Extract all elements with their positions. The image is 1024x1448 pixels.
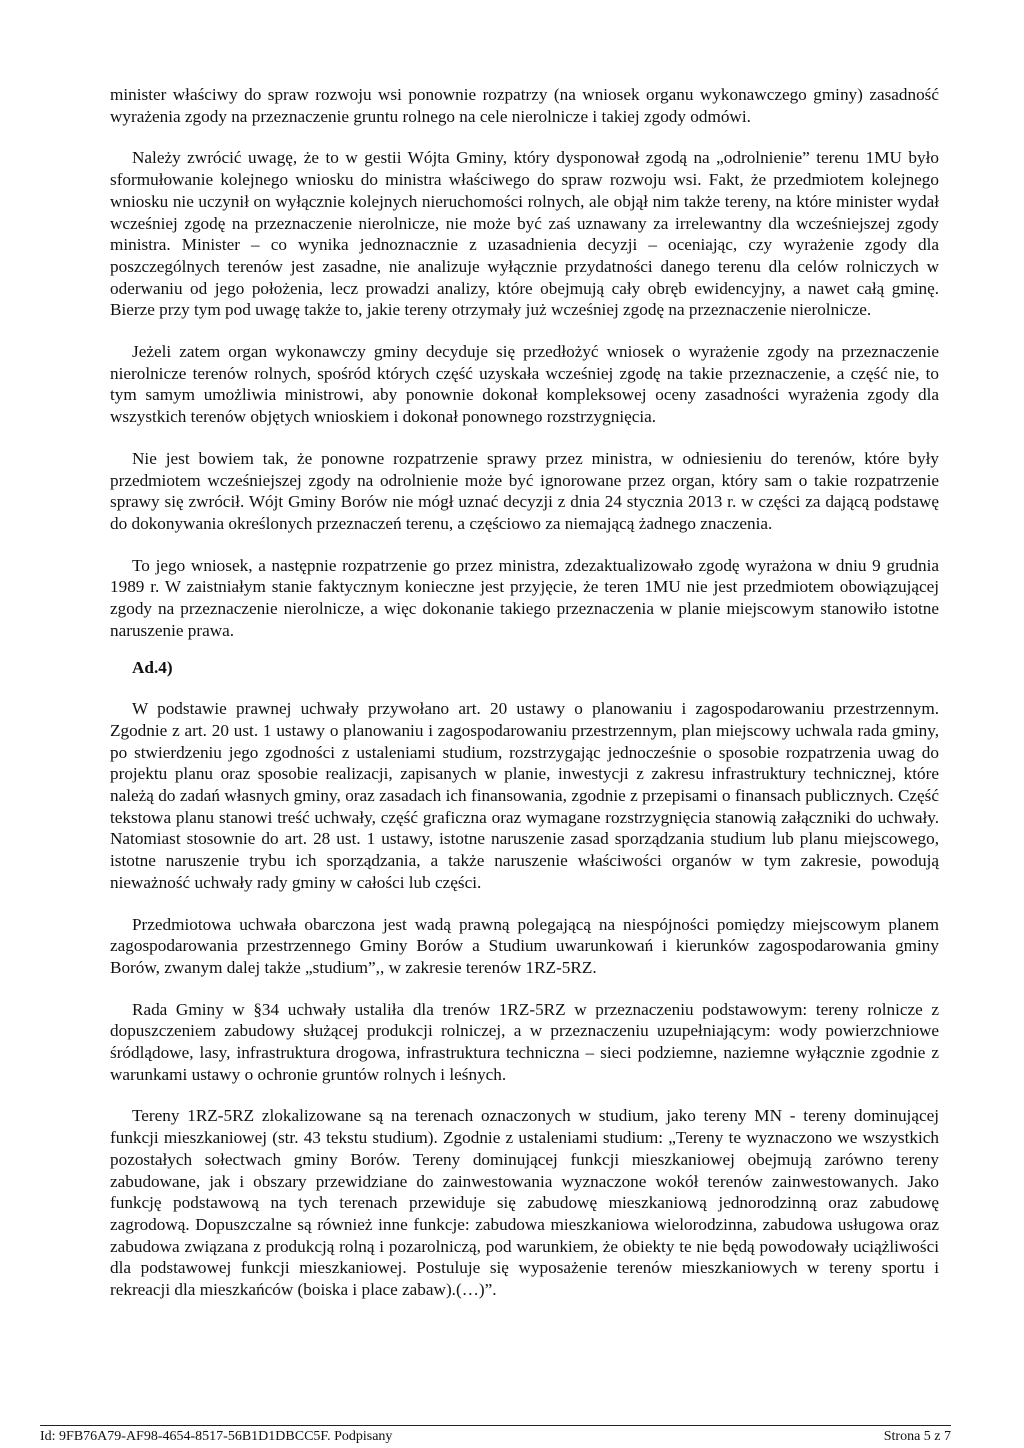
paragraph-4: Nie jest bowiem tak, że ponowne rozpatrzenie sprawy przez ministra, w odniesieniu do terenów, które były przedmiotem wcześniejszej zgody na odrolnienie może być ignorowane przez organ, który sam o takie rozpatrzenie sprawy się zwrócił. Wójt Gminy Borów nie mógł uznać decyzji z dnia 24 stycznia 2013 r. w części za dającą podstawę do dokonywania określonych przeznaczeń terenu, a częściowo za niemającą żadnego znaczenia. — [110, 448, 939, 533]
section-heading: Ad.4) — [132, 658, 173, 678]
page-footer — [40, 1425, 951, 1445]
paragraph-1: minister właściwy do spraw rozwoju wsi ponownie rozpatrzy (na wniosek organu wykonawczego gminy) zasadność wyrażenia zgody na przeznaczenie gruntu rolnego na cele nierolnicze i takiej zgody odmówi. — [110, 85, 939, 126]
paragraph-7: Przedmiotowa uchwała obarczona jest wadą prawną polegającą na niespójności pomiędzy miejscowym planem zagospodarowania przestrzennego Gminy Borów a Studium uwarunkowań i kierunków zagospodarowania gminy Borów, zwanym dalej także „studium”,, w zakresie terenów 1RZ-5RZ. — [110, 914, 939, 977]
document-id: Id: 9FB76A79-AF98-4654-8517-56B1D1DBCC5F. Podpisany — [40, 1429, 393, 1444]
paragraph-9: Tereny 1RZ-5RZ zlokalizowane są na terenach oznaczonych w studium, jako tereny MN - tereny dominującej funkcji mieszkaniowej (str. 43 tekstu studium). Zgodnie z ustaleniami studium: „Tereny te wyznaczono we wszystkich pozostałych sołectwach gminy Borów. Tereny dominującej funkcji mieszkaniowej obejmują zarówno tereny zabudowane, jak i obszary przewidziane do zainwestowania wyznaczone wokół terenów zainwestowanych. Jako funkcję podstawową na tych terenach przewiduje się zabudowę mieszkaniową jednorodzinną oraz zabudowę zagrodową. Dopuszczalne są również inne funkcje: zabudowa mieszkaniowa wielorodzinna, zabudowa usługowa oraz zabudowa związana z produkcją rolną i pozarolniczą, pod warunkiem, że obiekty te nie będą powodowały uciążliwości dla podstawowej funkcji mieszkaniowej. Postuluje się wyposażenie terenów mieszkaniowych w tereny sportu i rekreacji dla mieszkańców (boiska i place zabaw).(…)”. — [110, 1106, 939, 1300]
paragraph-8: Rada Gminy w §34 uchwały ustaliła dla trenów 1RZ-5RZ w przeznaczeniu podstawowym: tereny rolnicze z dopuszczeniem zabudowy służącej produkcji rolniczej, a w przeznaczeniu uzupełniającym: wody powierzchniowe śródlądowe, lasy, infrastruktura drogowa, infrastruktura techniczna – sieci podziemne, naziemne wyłącznie zgodnie z warunkami ustawy o ochronie gruntów rolnych i leśnych. — [110, 999, 939, 1084]
paragraph-6: W podstawie prawnej uchwały przywołano art. 20 ustawy o planowaniu i zagospodarowaniu przestrzennym. Zgodnie z art. 20 ust. 1 ustawy o planowaniu i zagospodarowaniu przestrzennym, plan miejscowy uchwala rada gminy, po stwierdzeniu jego zgodności z ustaleniami studium, rozstrzygając jednocześnie o sposobie rozpatrzenia uwag do projektu planu oraz sposobie realizacji, zapisanych w planie, inwestycji z zakresu infrastruktury technicznej, które należą do zadań własnych gminy, oraz zasadach ich finansowania, zgodnie z przepisami o finansach publicznych. Część tekstowa planu stanowi treść uchwały, część graficzna oraz wymagane rozstrzygnięcia stanowią załączniki do uchwały. Natomiast stosownie do art. 28 ust. 1 ustawy, istotne naruszenie zasad sporządzania studium lub planu miejscowego, istotne naruszenie trybu ich sporządzania, a także naruszenie właściwości organów w tym zakresie, powodują nieważność uchwały rady gminy w całości lub części. — [110, 699, 939, 892]
paragraph-5: To jego wniosek, a następnie rozpatrzenie go przez ministra, zdezaktualizowało zgodę wyrażona w dniu 9 grudnia 1989 r. W zaistniałym stanie faktycznym konieczne jest przyjęcie, że teren 1MU nie jest przedmiotem obowiązującej zgody na przeznaczenie nierolnicze, a więc dokonanie takiego przeznaczenia w planie miejscowym stanowiło istotne naruszenie prawa. — [110, 555, 939, 640]
page-number: Strona 5 z 7 — [883, 1429, 951, 1444]
document-body — [110, 84, 939, 1321]
paragraph-3: Jeżeli zatem organ wykonawczy gminy decyduje się przedłożyć wniosek o wyrażenie zgody na przeznaczenie nierolnicze terenów rolnych, spośród których część uzyskała wcześniej zgodę na takie przeznaczenie, a część nie, to tym samym umożliwia ministrowi, aby ponownie dokonał kompleksowej oceny zasadności wyrażenia zgody dla wszystkich terenów objętych wnioskiem i dokonał ponownego rozstrzygnięcia. — [110, 342, 939, 427]
paragraph-2: Należy zwrócić uwagę, że to w gestii Wójta Gminy, który dysponował zgodą na „odrolnienie” terenu 1MU było sformułowanie kolejnego wniosku do ministra właściwego do spraw rozwoju wsi. Fakt, że przedmiotem kolejnego wniosku nie uczynił on wyłącznie kolejnych nieruchomości rolnych, ale objął nim także tereny, na które minister wydał wcześniej zgodę na przeznaczenie nierolnicze, nie może być zaś uznawany za irrelewantny dla wcześniejszej zgody ministra. Minister – co wynika jednoznacznie z uzasadnienia decyzji – oceniając, czy wyrażenie zgody dla poszczególnych terenów jest zasadne, nie analizuje wyłącznie przydatności danego terenu dla celów rolniczych w oderwaniu od jego położenia, lecz prowadzi analizy, które obejmują cały obręb ewidencyjny, a nawet całą gminę. Bierze przy tym pod uwagę także to, jakie tereny otrzymały już wcześniej zgodę na przeznaczenie nierolnicze. — [110, 148, 939, 320]
